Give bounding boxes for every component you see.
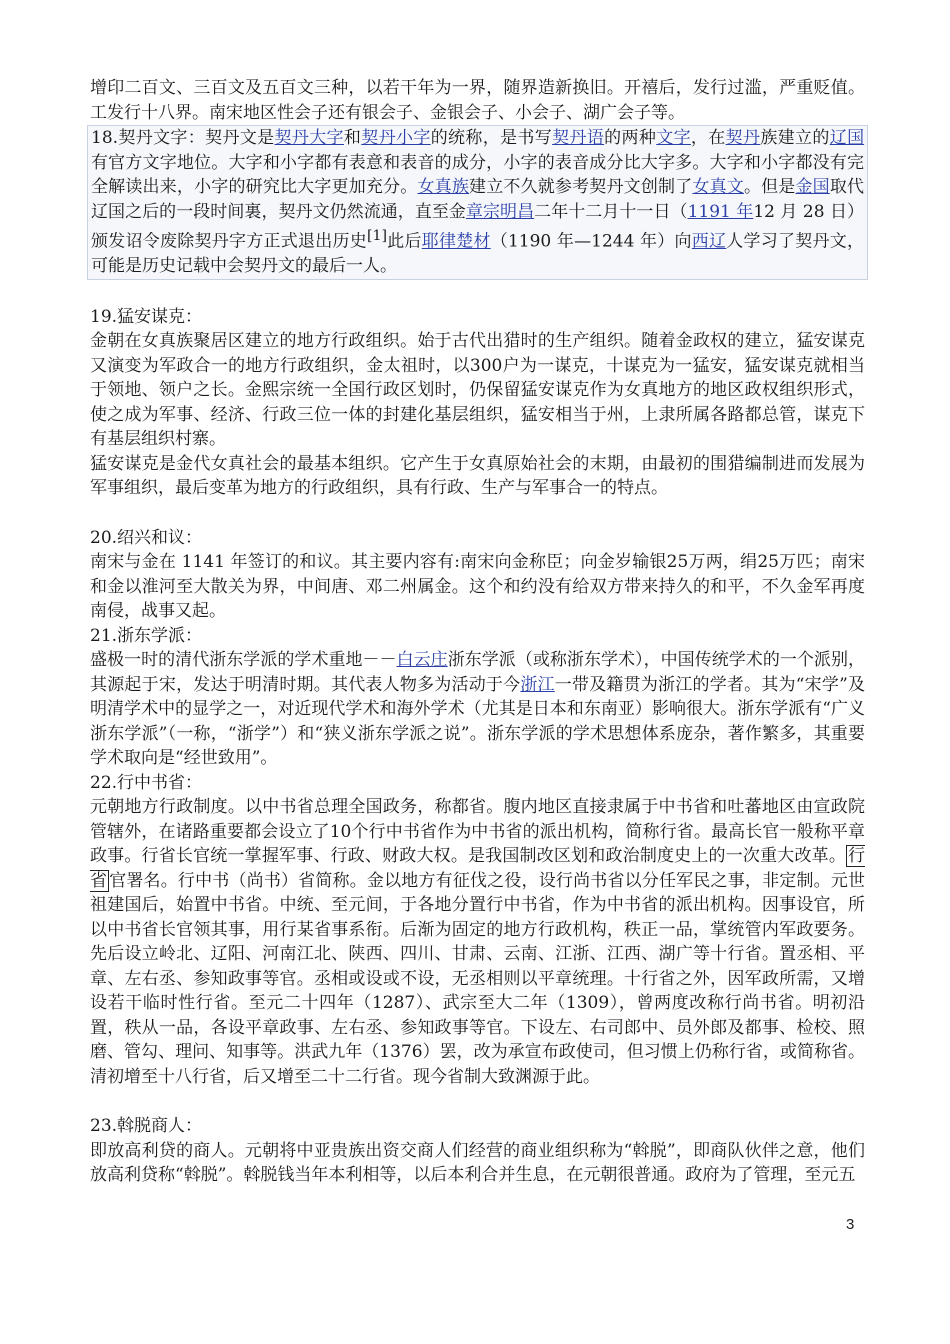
text-run: 的两种: [604, 128, 657, 148]
link-zhangzong-mingchang[interactable]: 章宗明昌: [465, 201, 535, 222]
text-run: （1190 年—1244 年）向: [490, 231, 692, 252]
section-19-paragraph-1: 金朝在女真族聚居区建立的地方行政组织。始于古代出猎时的生产组织。随着金政权的建立，猛安谋克又演变为军政合一的地方行政组织，金太祖时，以300户为一谋克，十谋克为一猛安，猛安谋克就相当于领地、领户之长。金熙宗统一全国行政区划时，仍保留猛安谋克作为女真地方的地区政权组织形式，使之成为军事、经济、行政三位一体的封建化基层组织，猛安相当于州，上隶所属各路都总管，谋克下有基层组织村寨。: [90, 331, 865, 450]
text-run: 一带及籍贯为浙江的学者。其为“宋学”及明清学术中的显学之一，对近现代学术和海外学术（尤其是日本和东南亚）影响很大。浙东学派有“广义浙东学派”（一称，“浙学”）和“狭义浙东学派之说”。浙东学派的学术思想体系庞杂，著作繁多，其重要学术取向是“经世致用”。: [90, 674, 866, 769]
section-19-paragraph-2: 猛安谋克是金代女真社会的最基本组织。它产生于女真原始社会的末期，由最初的围猎编制进而发展为军事组织，最后变革为地方的行政组织，具有行政、生产与军事合一的特点。: [90, 453, 865, 499]
text-run: 人学习了契丹文，可能是历史记载中会契丹文的最后一人。: [91, 231, 865, 277]
document-body: [90, 76, 865, 1188]
framed-term: 行省: [90, 846, 865, 891]
link-yelu-chucai[interactable]: 耶律楚材: [421, 231, 491, 252]
text-run: 12 月 28 日）颁发诏令废除契丹字方正式退出历史: [91, 201, 865, 252]
section-21-paragraph: [90, 648, 865, 771]
section-19-title: 19.猛安谋克：: [90, 306, 203, 327]
section-21-title: 21.浙东学派：: [90, 625, 203, 646]
link-jurchen[interactable]: 女真族: [417, 177, 470, 197]
link-jurchen-script[interactable]: 女真文: [692, 177, 744, 197]
text-run: 族建立的: [760, 128, 830, 148]
text-run: 官署名。行中书（尚书）省简称。金以地方有征伐之役，设行尚书省以分任军民之事，非定制。元世祖建国后，始置中书省。中统、至元间，于各地分置行中书省，作为中书省的派出机构。因事设官，所以中书省长官领其事，用行某省事系衔。后渐为固定的地方行政机构，秩正一品，掌统管内军政要务。先后设立岭北、辽阳、河南江北、陕西、四川、甘肃、云南、江浙、江西、湖广等十行省。置丞相、平章、左右丞、参知政事等官。丞相或设或不设，无丞相则以平章统理。十行省之外，因军政所需，又增设若干临时性行省。至元二十四年（1287）、武宗至大二年（1309），曾两度改称行尚书省。明初沿置，秩从一品，各设平章政事、左右丞、参知政事等官。下设左、右司郎中、员外郎及都事、检校、照磨、管勾、理问、知事等。洪武九年（1376）罢，改为承宣布政使司，但习惯上仍称行省，或简称省。清初增至十八行省，后又增至二十二行省。现今省制大致渊源于此。: [90, 870, 866, 1087]
section-20-title: 20.绍兴和议：: [90, 527, 203, 548]
text-run: 有官方文字地位。大字和小字都有表意和表音的成分，小字的表音成分比大字多。大字和小字都没有完全解读出来，小字的研究比大字更加充分。: [91, 152, 864, 197]
spacer: [90, 1089, 865, 1114]
section-23-paragraph: 即放高利贷的商人。元朝将中亚贵族出资交商人们经营的商业组织称为“斡脱”，即商队伙伴之意，他们放高利贷称“斡脱”。斡脱钱当年本利相等，以后本利合并生息，在元朝很普通。政府为了管理，至元五: [90, 1140, 865, 1186]
text-run: 元朝地方行政制度。以中书省总理全国政务，称都省。腹内地区直接隶属于中书省和吐蕃地区由宣政院管辖外，在诸路重要都会设立了10个行中书省作为中书省的派出机构，简称行省。最高长官一般称平章政事。行省长官统一掌握军事、行政、财政大权。是我国制改区划和政治制度史上的一次重大改革。: [90, 797, 865, 867]
text-run: 此后: [387, 231, 422, 252]
text-run: 取代辽国之后的一段时间裏，契丹文仍然流通，直至金: [91, 177, 865, 222]
link-baiyunzhuang[interactable]: 白云庄: [396, 650, 448, 671]
link-western-liao[interactable]: 西辽: [691, 231, 727, 252]
text-run: 的统称，是书写: [430, 128, 553, 148]
section-23-title: 23.斡脱商人：: [90, 1116, 203, 1137]
section-22-title: 22.行中书省：: [90, 772, 203, 793]
paragraph-top: 增印二百文、三百文及五百文三种，以若干年为一界，随界造新换旧。开禧后，发行过滥，严重贬值。工发行十八界。南宋地区性会子还有银会子、金银会子、小会子、湖广会子等。: [90, 78, 865, 123]
link-zhejiang[interactable]: 浙江: [520, 674, 555, 695]
text-run: 18.契丹文字：契丹文是: [91, 128, 275, 148]
section-18-khitan-script: [87, 125, 868, 280]
link-khitan-small-script[interactable]: 契丹小字: [361, 128, 431, 148]
link-jin-dynasty[interactable]: 金国: [795, 177, 830, 197]
link-liao-dynasty[interactable]: 辽国: [829, 128, 865, 148]
page-number: 3: [846, 1216, 855, 1233]
text-run: 。但是: [743, 177, 796, 197]
section-20-paragraph: 南宋与金在 1141 年签订的和议。其主要内容有:南宋向金称臣；向金岁输银25万两，绢25万匹；南宋和金以淮河至大散关为界，中间唐、邓二州属金。这个和约没有给双方带来持久的和平，不久金军再度南侵，战事又起。: [90, 552, 865, 622]
text-run: 建立不久就参考契丹文创制了: [469, 177, 693, 197]
text-run: 浙东学派（或称浙东学术），中国传统学术的一个派别，其源起于宋，发达于明清时期。其代表人物多为活动于今: [90, 650, 866, 695]
spacer: [90, 280, 865, 305]
spacer: [90, 501, 865, 526]
link-khitan-large-script[interactable]: 契丹大字: [274, 128, 344, 148]
text-run: 盛极一时的清代浙东学派的学术重地－－: [90, 650, 397, 671]
link-khitan-language[interactable]: 契丹语: [552, 128, 605, 148]
text-run: 和: [343, 128, 362, 148]
text-run: 二年十二月十一日（: [534, 201, 688, 222]
link-year-1191[interactable]: 1191 年: [687, 201, 754, 222]
section-18-text: [91, 126, 864, 279]
text-run: ，在: [690, 128, 726, 148]
link-writing-system[interactable]: 文字: [656, 128, 691, 148]
link-khitan[interactable]: 契丹: [725, 128, 761, 148]
section-22-paragraph: [90, 795, 865, 1089]
footnote-ref[interactable]: [1]: [366, 228, 387, 244]
